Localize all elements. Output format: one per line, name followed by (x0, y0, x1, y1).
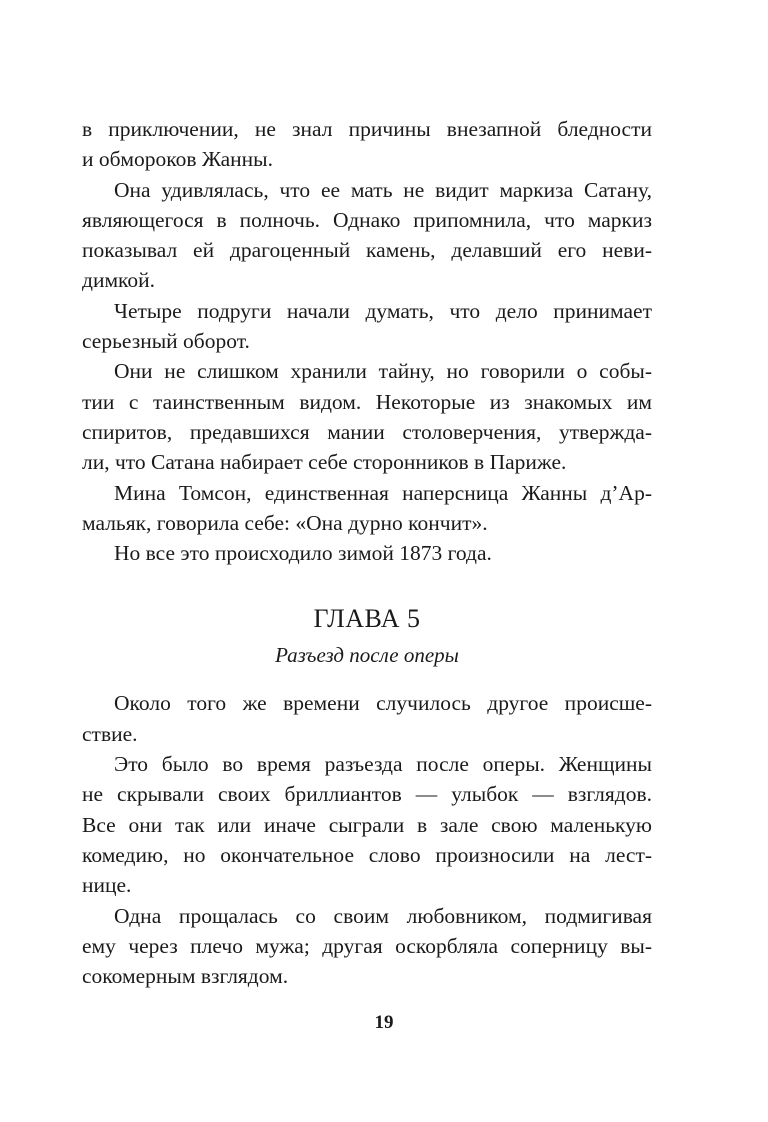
text-line: Они не слишком хранили тайну, но говорили о собы- (114, 359, 652, 384)
paragraph (82, 356, 652, 477)
text-line: показывал ей драгоценный камень, делавший его неви- (82, 238, 652, 263)
paragraph (82, 296, 652, 357)
text-line: сокомерным взглядом. (82, 964, 289, 989)
text-line: тии с таинственным видом. Некоторые из знакомых им (82, 389, 652, 414)
paragraph (82, 901, 652, 992)
text-line: Мина Томсон, единственная наперсница Жанны д’Ар- (114, 480, 652, 505)
text-line: Это было во время разъезда после оперы. Женщины (114, 752, 652, 777)
text-line: являющегося в полночь. Однако припомнила, что маркиз (82, 207, 652, 232)
text-line: Но все это происходило зимой 1873 года. (114, 541, 492, 566)
text-line: Около того же времени случилось другое происше- (114, 691, 652, 716)
text-after-chapter (82, 688, 652, 991)
paragraph (82, 749, 652, 900)
text-line: ствие. (82, 721, 138, 746)
paragraph (82, 175, 652, 296)
text-line: в приключении, не знал причины внезапной бледности (82, 117, 652, 141)
chapter-subtitle: Разъезд после оперы (275, 643, 459, 668)
text-before-chapter (82, 114, 652, 568)
text-line: ли, что Сатана набирает себе сторонников в Париже. (82, 450, 567, 475)
paragraph (82, 478, 652, 539)
chapter-title: ГЛАВА 5 (313, 604, 421, 634)
text-line: комедию, но окончательное слово произносили на лест- (82, 842, 652, 867)
book-page-body (82, 114, 652, 991)
text-line: спиритов, предавшихся мании столоверчения, утвержда- (82, 419, 652, 444)
text-line: и обмороков Жанны. (82, 147, 273, 172)
section-gap (82, 568, 652, 602)
paragraph (82, 688, 652, 749)
text-line: не скрывали своих бриллиантов — улыбок — взглядов. (82, 782, 652, 807)
text-line: Одна прощалась со своим любовником, подмигивая (114, 903, 652, 928)
text-line: Четыре подруги начали думать, что дело принимает (114, 298, 652, 323)
paragraph (82, 114, 652, 175)
text-line: серьезный оборот. (82, 329, 250, 354)
text-line: ему через плечо мужа; другая оскорбляла соперницу вы- (82, 933, 652, 958)
text-line: мальяк, говорила себе: «Она дурно кончит». (82, 510, 488, 535)
text-line: димкой. (82, 268, 156, 293)
text-line: Она удивлялась, что ее мать не видит маркиза Сатану, (114, 177, 652, 202)
paragraph (82, 538, 652, 568)
page-number: 19 (374, 1012, 394, 1033)
text-line: Все они так или иначе сыграли в зале свою маленькую (82, 812, 652, 837)
text-line: нице. (82, 873, 132, 898)
